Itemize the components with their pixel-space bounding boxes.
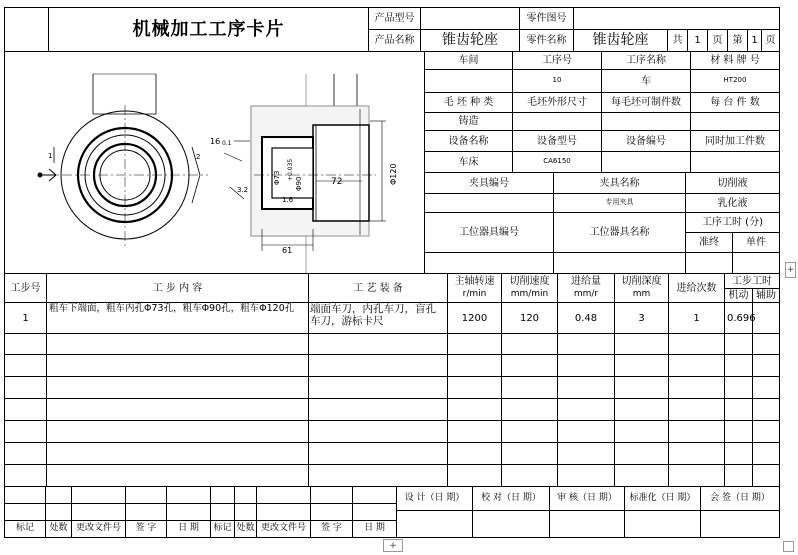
equip-no-label: 设备编号 bbox=[626, 135, 666, 147]
blank-type-value[interactable]: 铸造 bbox=[458, 116, 479, 127]
equip-model-value[interactable]: CA6150 bbox=[543, 157, 571, 166]
column-resize-handle[interactable]: + bbox=[785, 262, 796, 278]
page-unit-2: 页 bbox=[765, 35, 776, 46]
aux-time-header: 辅助 bbox=[756, 290, 776, 301]
change-doc-label-2: 更改文件号 bbox=[260, 523, 306, 534]
spindle-unit: r/min bbox=[462, 289, 487, 300]
page-no[interactable]: 1 bbox=[751, 35, 758, 46]
dim-tolerance: +0.035 bbox=[287, 158, 294, 181]
blank-size-label: 毛坯外形尺寸 bbox=[527, 97, 587, 108]
part-name-label: 零件名称 bbox=[526, 35, 567, 46]
material-label: 材 料 牌 号 bbox=[710, 55, 760, 66]
material-value[interactable]: HT200 bbox=[723, 76, 747, 85]
step-1-machine-time[interactable]: 0.696 bbox=[727, 312, 756, 324]
step-1-equipment[interactable]: 端面车刀，内孔车刀，盲孔车刀，游标卡尺 bbox=[310, 303, 436, 327]
dim-0-1: 0.1 bbox=[222, 140, 232, 147]
change-doc-label: 更改文件号 bbox=[75, 523, 121, 534]
equipment-header: 工 艺 装 备 bbox=[353, 282, 403, 294]
process-name-label: 工序名称 bbox=[626, 55, 666, 66]
machine-time-header: 机动 bbox=[728, 290, 749, 301]
parts-per-blank-label: 每毛坯可制件数 bbox=[611, 97, 681, 108]
date-label-2: 日 期 bbox=[364, 523, 385, 534]
review-label: 校 对（日 期） bbox=[481, 492, 541, 503]
total-label: 共 bbox=[672, 35, 683, 46]
sign-label-2: 签 字 bbox=[321, 523, 342, 534]
simultaneous-label: 同时加工件数 bbox=[705, 135, 765, 147]
process-no-value[interactable]: 10 bbox=[552, 76, 562, 85]
equip-name-label: 设备名称 bbox=[448, 135, 489, 147]
part-name-value[interactable]: 锥齿轮座 bbox=[592, 31, 649, 48]
step-content-header: 工 步 内 容 bbox=[152, 282, 203, 294]
equip-model-label: 设备型号 bbox=[537, 135, 577, 147]
part-drawing-no-value[interactable] bbox=[574, 8, 779, 29]
product-model-value[interactable] bbox=[421, 8, 519, 29]
parts-per-machine-label: 每 台 件 数 bbox=[710, 97, 760, 108]
part-drawing-no-label: 零件图号 bbox=[526, 13, 567, 24]
workshop-value[interactable] bbox=[425, 70, 512, 92]
equip-name-value[interactable]: 车床 bbox=[458, 156, 479, 168]
part-drawing bbox=[4, 51, 424, 273]
step-1-depth[interactable]: 3 bbox=[638, 312, 645, 324]
dim-phi73: Φ73 bbox=[273, 170, 281, 185]
step-time-header: 工步工时 bbox=[732, 275, 772, 287]
prep-time-label: 准终 bbox=[699, 237, 719, 248]
step-1-no[interactable]: 1 bbox=[22, 312, 29, 324]
station-tool-no-label: 工位器具编号 bbox=[459, 227, 519, 238]
place-label: 处数 bbox=[49, 523, 68, 534]
step-1-content[interactable]: 粗车下端面，粗车内孔Φ73孔，粗车Φ90孔，粗车Φ120孔 bbox=[49, 303, 295, 314]
dim-61: 61 bbox=[282, 246, 293, 255]
total-pages[interactable]: 1 bbox=[694, 35, 701, 46]
unit-time-label: 单件 bbox=[746, 237, 766, 248]
section-label-2: 2 bbox=[196, 153, 201, 161]
dim-phi120: Φ120 bbox=[389, 163, 398, 185]
product-name-value[interactable]: 锥齿轮座 bbox=[442, 31, 498, 48]
passes-header: 进给次数 bbox=[676, 282, 717, 294]
cutting-speed-header: 切削速度 bbox=[509, 275, 550, 287]
dim-16: 16 bbox=[210, 137, 221, 146]
product-model-label: 产品型号 bbox=[374, 13, 415, 24]
process-name-value[interactable]: 车 bbox=[641, 75, 651, 87]
feed-unit: mm/r bbox=[573, 289, 599, 300]
process-time-label: 工序工时 (分) bbox=[702, 217, 763, 228]
dim-72: 72 bbox=[331, 177, 343, 187]
section-label-1: 1 bbox=[48, 152, 53, 160]
cutting-unit: mm/min bbox=[510, 289, 549, 300]
step-1-passes[interactable]: 1 bbox=[693, 312, 700, 324]
step-1-aux-time[interactable] bbox=[753, 303, 779, 333]
sign-label: 签 字 bbox=[135, 523, 157, 534]
table-resize-corner[interactable] bbox=[783, 541, 794, 552]
page-label: 第 bbox=[732, 35, 743, 46]
workshop-label: 车间 bbox=[458, 55, 479, 66]
mark-label-2: 标记 bbox=[213, 523, 232, 534]
fixture-name-value[interactable]: 专用夹具 bbox=[605, 198, 634, 207]
fixture-no-label: 夹具编号 bbox=[469, 177, 509, 189]
spindle-speed-header: 主轴转速 bbox=[454, 275, 495, 287]
step-1-feed[interactable]: 0.48 bbox=[574, 312, 598, 324]
standard-label: 标准化（日 期） bbox=[629, 492, 696, 503]
coolant-label: 切削液 bbox=[717, 177, 748, 189]
dim-3-2: 3.2 bbox=[237, 186, 249, 194]
card-title: 机械加工工序卡片 bbox=[132, 18, 285, 40]
date-label: 日 期 bbox=[178, 523, 199, 534]
process-no-label: 工序号 bbox=[542, 55, 572, 66]
depth-unit: mm bbox=[632, 289, 651, 300]
design-label: 设 计（日 期） bbox=[404, 492, 465, 503]
depth-header: 切削深度 bbox=[621, 275, 662, 287]
coolant-value[interactable]: 乳化液 bbox=[717, 197, 748, 209]
audit-label: 审 核（日 期） bbox=[557, 492, 617, 503]
product-name-label: 产品名称 bbox=[374, 35, 415, 46]
station-tool-name-label: 工位器具名称 bbox=[589, 227, 650, 238]
feed-header: 进给量 bbox=[571, 275, 601, 287]
step-1-cutting[interactable]: 120 bbox=[519, 312, 540, 324]
step-no-header: 工步号 bbox=[10, 282, 41, 294]
step-1-spindle[interactable]: 1200 bbox=[461, 312, 488, 324]
page-unit: 页 bbox=[712, 35, 723, 46]
place-label-2: 处数 bbox=[236, 523, 255, 534]
dim-phi90: Φ90 bbox=[295, 176, 303, 191]
add-row-handle[interactable]: + bbox=[383, 539, 403, 552]
countersign-label: 会 签（日 期） bbox=[710, 492, 770, 503]
fixture-name-label: 夹具名称 bbox=[599, 177, 640, 189]
blank-type-label: 毛 坯 种 类 bbox=[443, 97, 494, 108]
dim-1-6: 1.6 bbox=[282, 196, 294, 204]
mark-label: 标记 bbox=[15, 523, 34, 534]
